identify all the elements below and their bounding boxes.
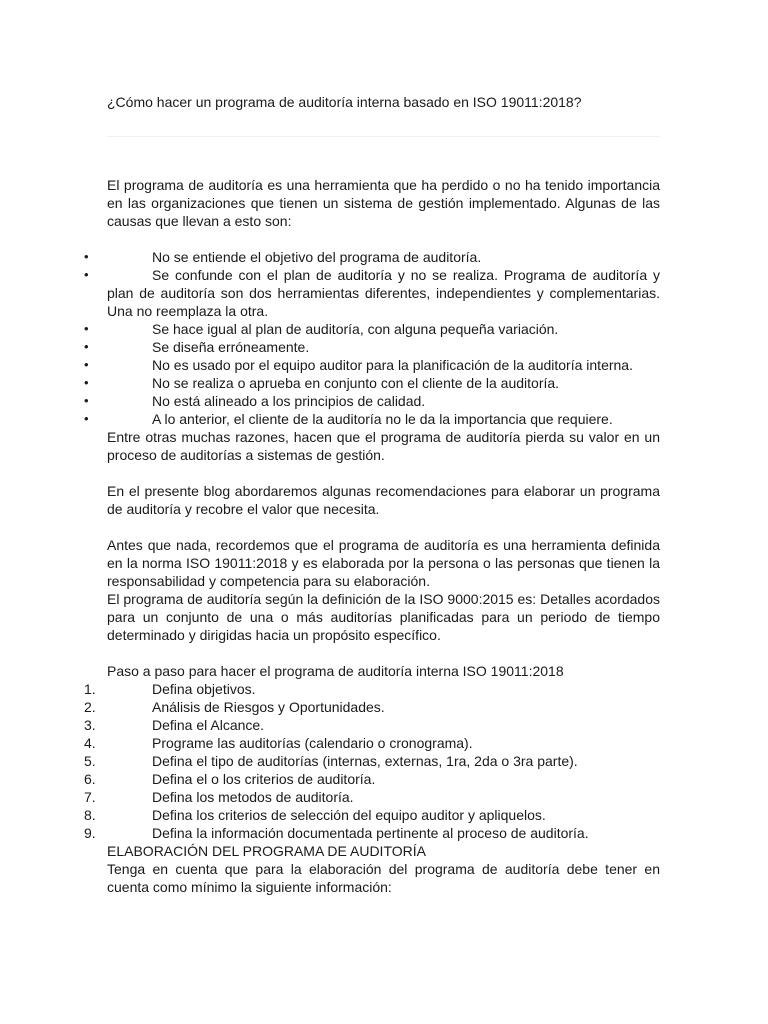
step-number: 8.: [84, 807, 96, 823]
reminder-paragraph: Antes que nada, recordemos que el programa de auditoría es una herramienta definida en la norma ISO 19011:2018 y es elaborada por la persona o las personas que tienen la responsabilidad y competencia para su elaboración.: [107, 537, 660, 589]
step-number: 2.: [84, 699, 96, 715]
step-item: [84, 752, 660, 770]
list-item: [84, 320, 660, 338]
list-item-text: A lo anterior, el cliente de la auditoría no le da la importancia que requiere.: [152, 411, 613, 427]
bullet-icon: •: [84, 267, 89, 282]
step-item: [84, 734, 660, 752]
step-text: Defina el tipo de auditorías (internas, externas, 1ra, 2da o 3ra parte).: [152, 753, 578, 769]
step-number: 6.: [84, 771, 96, 787]
steps-heading: Paso a paso para hacer el programa de auditoría interna ISO 19011:2018: [107, 663, 564, 679]
step-item: [84, 824, 660, 842]
title-divider: [107, 136, 660, 137]
spacer: [107, 464, 660, 482]
list-item: [84, 410, 660, 428]
step-text: Defina los metodos de auditoría.: [152, 789, 354, 805]
bullet-icon: •: [84, 411, 89, 426]
list-item: [84, 374, 660, 392]
step-item: [84, 716, 660, 734]
step-text: Defina objetivos.: [152, 681, 256, 697]
step-number: 4.: [84, 735, 96, 751]
step-text: Análisis de Riesgos y Oportunidades.: [152, 699, 385, 715]
definition-paragraph: El programa de auditoría según la definición de la ISO 9000:2015 es: Detalles acordados para un conjunto de una o más auditorías planificadas para un periodo de tiempo determinado y dirigidas hacia un propósito específico.: [107, 591, 660, 643]
step-item: [84, 806, 660, 824]
bullet-icon: •: [84, 357, 89, 372]
list-item-text: No se realiza o aprueba en conjunto con el cliente de la auditoría.: [152, 375, 560, 391]
step-text: Defina la información documentada pertinente al proceso de auditoría.: [152, 825, 589, 841]
list-item: [84, 338, 660, 356]
step-number: 3.: [84, 717, 96, 733]
list-item: [84, 266, 660, 320]
step-text: Defina los criterios de selección del equipo auditor y apliquelos.: [152, 807, 546, 823]
bullet-icon: •: [84, 321, 89, 336]
document-body: [84, 176, 660, 896]
blog-paragraph: En el presente blog abordaremos algunas recomendaciones para elaborar un programa de auditoría y recobre el valor que necesita.: [107, 483, 660, 517]
step-text: Programe las auditorías (calendario o cronograma).: [152, 735, 473, 751]
step-item: [84, 680, 660, 698]
bullet-icon: •: [84, 249, 89, 264]
list-item-text: Se diseña erróneamente.: [152, 339, 310, 355]
list-item: [84, 356, 660, 374]
spacer: [107, 644, 660, 662]
list-item-text: Se hace igual al plan de auditoría, con alguna pequeña variación.: [152, 321, 559, 337]
list-item-text: No está alineado a los principios de calidad.: [152, 393, 426, 409]
step-item: [84, 770, 660, 788]
bullet-icon: •: [84, 393, 89, 408]
list-item: [84, 248, 660, 266]
list-item: [84, 392, 660, 410]
step-text: Defina el Alcance.: [152, 717, 265, 733]
step-item: [84, 698, 660, 716]
causes-list: [84, 248, 660, 428]
step-text: Defina el o los criterios de auditoría.: [152, 771, 376, 787]
step-number: 5.: [84, 753, 96, 769]
spacer: [107, 230, 660, 248]
step-number: 1.: [84, 681, 96, 697]
after-bullets-paragraph: Entre otras muchas razones, hacen que el programa de auditoría pierda su valor en un proceso de auditorías a sistemas de gestión.: [107, 429, 660, 463]
list-item-text: No se entiende el objetivo del programa de auditoría.: [152, 249, 482, 265]
closing-paragraph: Tenga en cuenta que para la elaboración del programa de auditoría debe tener en cuenta como mínimo la siguiente información:: [107, 861, 660, 895]
step-item: [84, 788, 660, 806]
list-item-text: Se confunde con el plan de auditoría y no se realiza. Programa de auditoría y plan de auditoría son dos herramientas diferentes, independientes y complementarias. Una no reemplaza la otra.: [107, 267, 660, 319]
bullet-icon: •: [84, 339, 89, 354]
step-number: 9.: [84, 825, 96, 841]
steps-list: [84, 680, 660, 842]
section-heading: ELABORACIÓN DEL PROGRAMA DE AUDITORÍA: [107, 843, 426, 859]
bullet-icon: •: [84, 375, 89, 390]
spacer: [107, 518, 660, 536]
intro-paragraph: El programa de auditoría es una herramienta que ha perdido o no ha tenido importancia en las organizaciones que tienen un sistema de gestión implementado. Algunas de las causas que llevan a esto son:: [107, 177, 660, 229]
document-title: ¿Cómo hacer un programa de auditoría interna basado en ISO 19011:2018?: [107, 94, 582, 110]
list-item-text: No es usado por el equipo auditor para la planificación de la auditoría interna.: [152, 357, 633, 373]
step-number: 7.: [84, 789, 96, 805]
